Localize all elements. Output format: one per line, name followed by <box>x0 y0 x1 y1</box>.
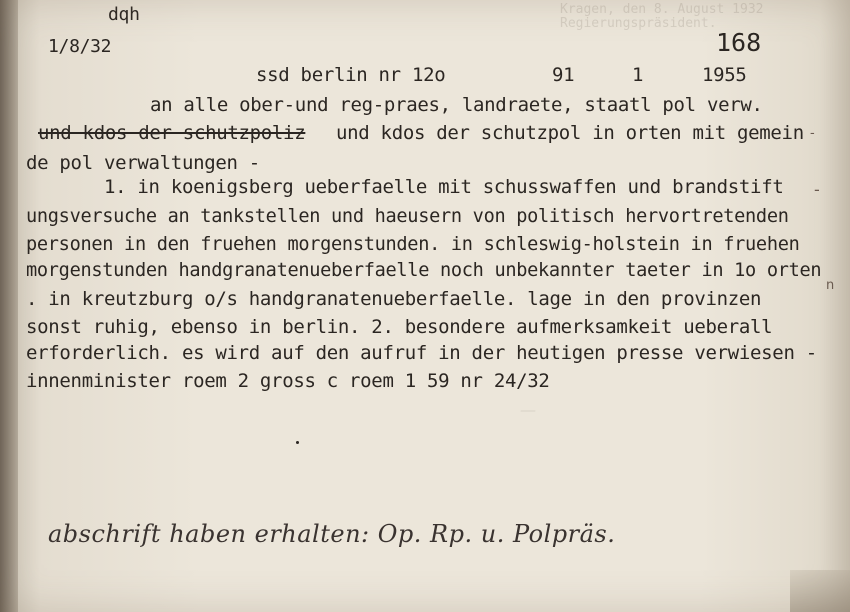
address-line: an alle ober-und reg-praes, landraete, staatl pol verw. <box>150 94 763 116</box>
operator-initials: dqh <box>108 4 140 25</box>
body-line: erforderlich. es wird auf den aufruf in der heutigen presse verwiesen - <box>26 342 817 364</box>
handwritten-annotation: abschrift haben erhalten: Op. Rp. u. Polpräs. <box>48 520 616 548</box>
address-line-end: de pol verwaltungen - <box>26 152 260 174</box>
binding-edge <box>0 0 18 612</box>
hyphen-mark: - <box>814 180 820 199</box>
dispatch-header: ssd berlin nr 12o <box>256 64 446 86</box>
ink-dot <box>296 441 299 444</box>
hyphen-mark: - <box>810 126 815 141</box>
body-line: morgenstunden handgranatenueberfaelle noch unbekannter taeter in 1o orten <box>26 260 822 281</box>
body-line: sonst ruhig, ebenso in berlin. 2. besondere aufmerksamkeit ueberall <box>26 316 773 338</box>
body-line: 1. in koenigsberg ueberfaelle mit schusswaffen und brandstift <box>104 176 784 198</box>
header-time: 1955 <box>702 64 747 86</box>
bleed-through-text: Kragen, den 8. August 1932 <box>560 2 764 17</box>
struck-text: und kdos der schutzpoliz <box>38 122 306 144</box>
document-date: 1/8/32 <box>48 36 112 57</box>
signature-line: innenminister roem 2 gross c roem 1 59 nr 24/32 <box>26 370 550 392</box>
address-line-continued: und kdos der schutzpol in orten mit gemein <box>336 122 804 144</box>
body-line: ungsversuche an tankstellen und haeusern von politisch hervortretenden <box>26 206 789 227</box>
page-number: 168 <box>716 28 762 57</box>
page-corner-shadow <box>790 570 850 612</box>
header-code-2: 1 <box>632 64 644 86</box>
bleed-through-text: Regierungspräsident. <box>560 16 717 31</box>
bleed-through-handwriting: — <box>520 400 536 419</box>
margin-note-mark: n <box>826 278 835 293</box>
body-line: . in kreutzburg o/s handgranatenueberfaelle. lage in den provinzen <box>26 288 762 310</box>
body-line: personen in den fruehen morgenstunden. in schleswig-holstein in fruehen <box>26 234 800 255</box>
header-code-1: 91 <box>552 64 575 86</box>
